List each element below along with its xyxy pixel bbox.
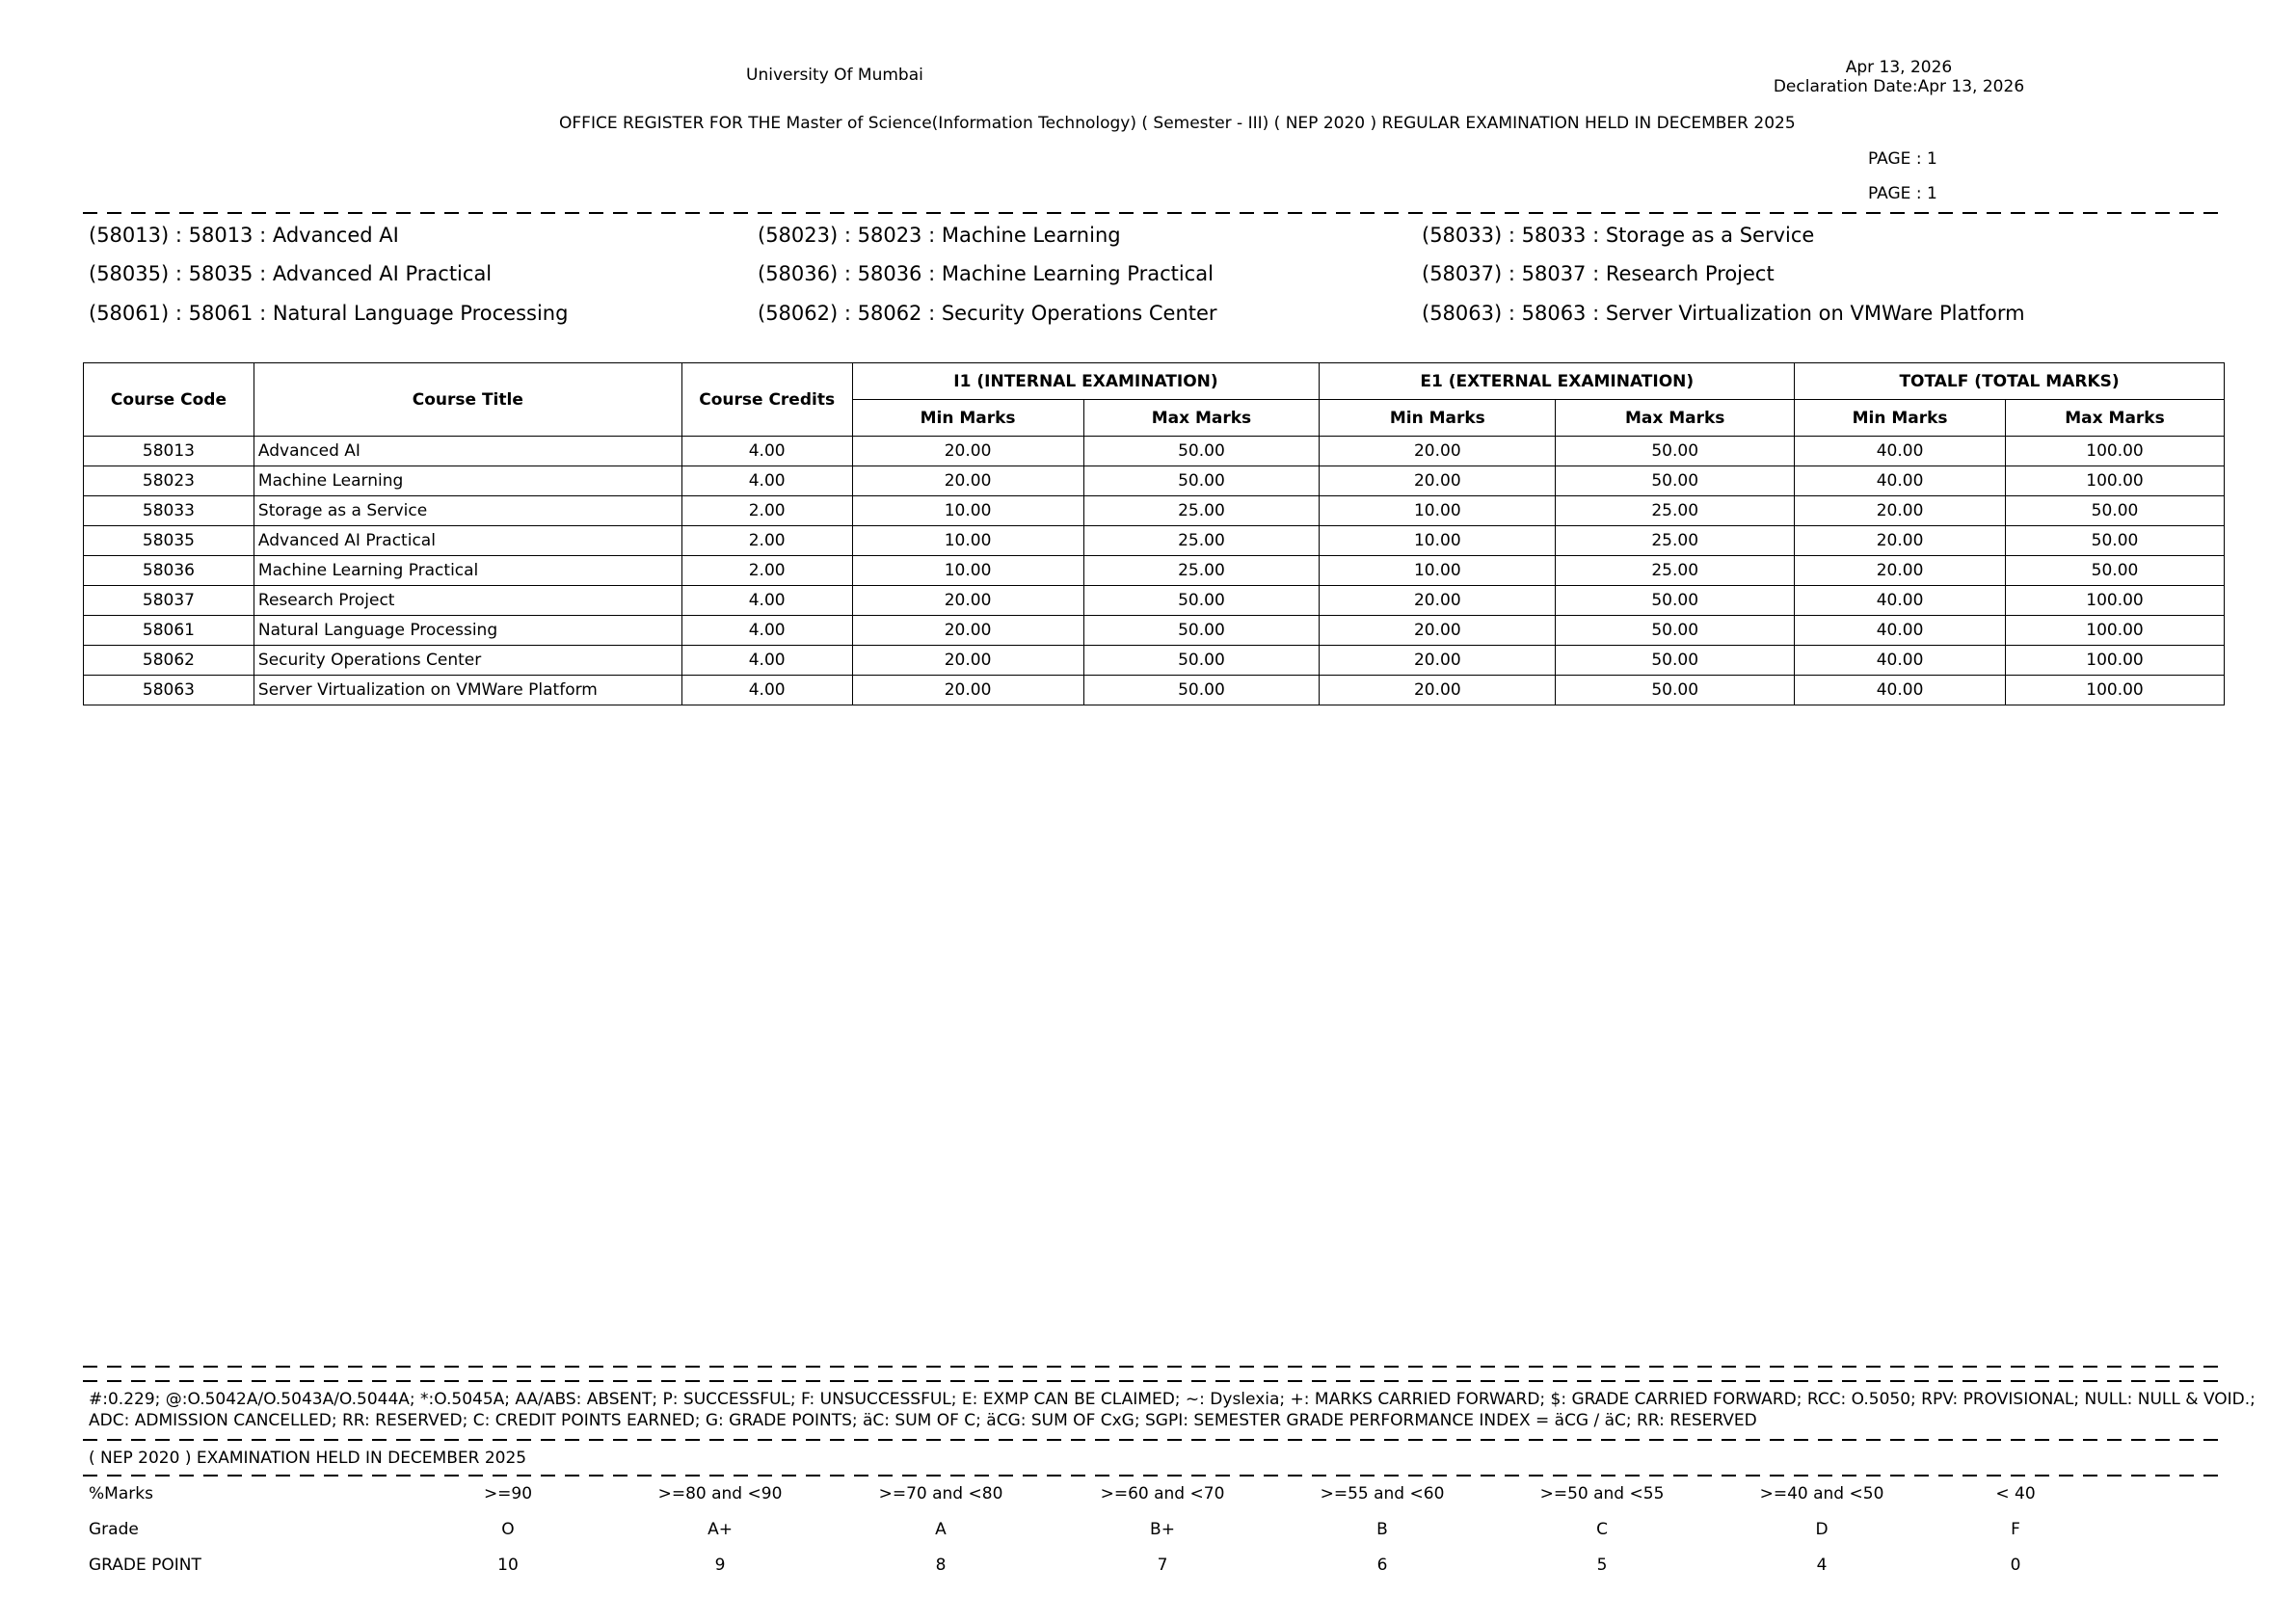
course-code-cell: 58062	[84, 646, 254, 676]
external-max-cell: 50.00	[1556, 437, 1795, 466]
course-list-item: (58013) : 58013 : Advanced AI	[89, 224, 399, 247]
table-row	[84, 526, 2225, 556]
col-header-course-credits: Course Credits	[681, 363, 852, 437]
internal-min-cell: 10.00	[852, 496, 1083, 526]
total-max-cell: 100.00	[2006, 586, 2225, 616]
grade-cell: >=60 and <70	[1100, 1484, 1225, 1503]
course-code-cell: 58063	[84, 676, 254, 705]
col-header-total: TOTALF (TOTAL MARKS)	[1795, 363, 2225, 400]
table-row	[84, 616, 2225, 646]
course-credits-cell: 4.00	[681, 646, 852, 676]
external-max-cell: 25.00	[1556, 526, 1795, 556]
course-title-cell: Storage as a Service	[254, 496, 681, 526]
external-max-cell: 25.00	[1556, 556, 1795, 586]
course-title-cell: Advanced AI Practical	[254, 526, 681, 556]
total-max-cell: 100.00	[2006, 646, 2225, 676]
course-code-cell: 58013	[84, 437, 254, 466]
print-date: Apr 13, 2026	[1845, 58, 1953, 77]
course-list-item: (58036) : 58036 : Machine Learning Practical	[758, 262, 1214, 285]
course-credits-cell: 2.00	[681, 526, 852, 556]
external-min-cell: 20.00	[1320, 586, 1556, 616]
course-code-cell: 58033	[84, 496, 254, 526]
grade-cell: B+	[1150, 1520, 1175, 1539]
internal-max-cell: 50.00	[1083, 466, 1320, 496]
internal-max-cell: 50.00	[1083, 646, 1320, 676]
external-min-cell: 20.00	[1320, 646, 1556, 676]
legend-line-1: #:0.229; @:O.5042A/O.5043A/O.5044A; *:O.5045A; AA/ABS: ABSENT; P: SUCCESSFUL; F: UNSUCCESSFUL; E: EXMP CAN BE CLAIMED; ~: Dyslexia; +: MARKS CARRIED FORWARD; $: GRADE CARRIED FORWARD; RCC: O.5050; RPV: PROVISIONAL; NULL: NULL & VOID.;	[89, 1390, 2256, 1409]
divider	[83, 1439, 2223, 1441]
grade-cell: >=40 and <50	[1759, 1484, 1884, 1503]
grade-cell: A	[935, 1520, 947, 1539]
page-number-secondary: PAGE : 1	[1868, 184, 1937, 203]
course-title-cell: Server Virtualization on VMWare Platform	[254, 676, 681, 705]
course-title-cell: Research Project	[254, 586, 681, 616]
course-list-item: (58062) : 58062 : Security Operations Center	[758, 302, 1217, 325]
course-code-cell: 58023	[84, 466, 254, 496]
internal-min-cell: 20.00	[852, 676, 1083, 705]
external-max-cell: 50.00	[1556, 676, 1795, 705]
course-credits-cell: 4.00	[681, 676, 852, 705]
col-header-max-marks: Max Marks	[2006, 400, 2225, 437]
total-min-cell: 40.00	[1795, 646, 2006, 676]
total-max-cell: 50.00	[2006, 556, 2225, 586]
internal-max-cell: 25.00	[1083, 496, 1320, 526]
external-min-cell: 20.00	[1320, 676, 1556, 705]
external-min-cell: 10.00	[1320, 496, 1556, 526]
course-list-item: (58023) : 58023 : Machine Learning	[758, 224, 1121, 247]
university-name: University Of Mumbai	[746, 66, 923, 85]
external-min-cell: 20.00	[1320, 466, 1556, 496]
grade-cell: 8	[935, 1556, 947, 1575]
divider	[83, 1366, 2223, 1368]
course-credits-cell: 4.00	[681, 466, 852, 496]
grade-cell: < 40	[1995, 1484, 2036, 1503]
course-list-item: (58033) : 58033 : Storage as a Service	[1422, 224, 1815, 247]
total-min-cell: 40.00	[1795, 586, 2006, 616]
col-header-min-marks: Min Marks	[1795, 400, 2006, 437]
table-row	[84, 556, 2225, 586]
grade-cell: B	[1376, 1520, 1388, 1539]
divider	[83, 1380, 2223, 1382]
course-list-item: (58063) : 58063 : Server Virtualization on VMWare Platform	[1422, 302, 2025, 325]
col-header-max-marks: Max Marks	[1556, 400, 1795, 437]
total-max-cell: 100.00	[2006, 466, 2225, 496]
internal-min-cell: 10.00	[852, 556, 1083, 586]
course-marks-table	[83, 362, 2225, 705]
legend-line-2: ADC: ADMISSION CANCELLED; RR: RESERVED; C: CREDIT POINTS EARNED; G: GRADE POINTS; äC: SUM OF C; äCG: SUM OF CxG; SGPI: SEMESTER GRADE PERFORMANCE INDEX = äCG / äC; RR: RESERVED	[89, 1411, 1757, 1430]
internal-min-cell: 20.00	[852, 437, 1083, 466]
total-min-cell: 40.00	[1795, 616, 2006, 646]
internal-max-cell: 25.00	[1083, 526, 1320, 556]
total-min-cell: 20.00	[1795, 526, 2006, 556]
internal-min-cell: 20.00	[852, 616, 1083, 646]
grade-cell: 9	[714, 1556, 726, 1575]
course-list-item: (58037) : 58037 : Research Project	[1422, 262, 1775, 285]
grade-cell: 6	[1376, 1556, 1388, 1575]
col-header-max-marks: Max Marks	[1083, 400, 1320, 437]
grade-cell: 5	[1596, 1556, 1608, 1575]
grade-row-label: %Marks	[89, 1484, 153, 1503]
external-min-cell: 10.00	[1320, 526, 1556, 556]
external-max-cell: 50.00	[1556, 646, 1795, 676]
col-header-course-code: Course Code	[84, 363, 254, 437]
grade-cell: 0	[2010, 1556, 2021, 1575]
table-row	[84, 586, 2225, 616]
internal-max-cell: 50.00	[1083, 616, 1320, 646]
course-title-cell: Natural Language Processing	[254, 616, 681, 646]
course-title-cell: Machine Learning	[254, 466, 681, 496]
grade-cell: >=55 and <60	[1320, 1484, 1445, 1503]
grade-cell: >=80 and <90	[657, 1484, 783, 1503]
total-min-cell: 40.00	[1795, 466, 2006, 496]
external-max-cell: 50.00	[1556, 616, 1795, 646]
grade-cell: >=50 and <55	[1539, 1484, 1665, 1503]
grade-cell: A+	[707, 1520, 733, 1539]
course-credits-cell: 4.00	[681, 586, 852, 616]
internal-max-cell: 50.00	[1083, 586, 1320, 616]
total-min-cell: 20.00	[1795, 556, 2006, 586]
course-title-cell: Machine Learning Practical	[254, 556, 681, 586]
total-max-cell: 100.00	[2006, 437, 2225, 466]
percent-marks-row	[89, 1484, 2113, 1507]
grade-row-label: Grade	[89, 1520, 139, 1539]
course-list-item: (58061) : 58061 : Natural Language Processing	[89, 302, 569, 325]
internal-max-cell: 25.00	[1083, 556, 1320, 586]
col-header-internal: I1 (INTERNAL EXAMINATION)	[852, 363, 1320, 400]
page-number: PAGE : 1	[1868, 149, 1937, 169]
grade-cell: D	[1815, 1520, 1829, 1539]
grade-cell: O	[501, 1520, 515, 1539]
col-header-course-title: Course Title	[254, 363, 681, 437]
internal-min-cell: 20.00	[852, 646, 1083, 676]
grade-point-row	[89, 1556, 2113, 1579]
course-code-cell: 58036	[84, 556, 254, 586]
internal-max-cell: 50.00	[1083, 676, 1320, 705]
grade-cell: 10	[497, 1556, 519, 1575]
col-header-min-marks: Min Marks	[1320, 400, 1556, 437]
total-max-cell: 50.00	[2006, 526, 2225, 556]
total-max-cell: 100.00	[2006, 616, 2225, 646]
external-min-cell: 10.00	[1320, 556, 1556, 586]
grade-cell: F	[2011, 1520, 2020, 1539]
total-min-cell: 40.00	[1795, 676, 2006, 705]
internal-max-cell: 50.00	[1083, 437, 1320, 466]
table-row	[84, 437, 2225, 466]
course-credits-cell: 4.00	[681, 616, 852, 646]
grade-cell: >=90	[483, 1484, 533, 1503]
course-title-cell: Security Operations Center	[254, 646, 681, 676]
register-title: OFFICE REGISTER FOR THE Master of Science(Information Technology) ( Semester - III) ( NEP 2020 ) REGULAR EXAMINATION HELD IN DECEMBER 2025	[559, 114, 1796, 133]
internal-min-cell: 20.00	[852, 586, 1083, 616]
col-header-min-marks: Min Marks	[852, 400, 1083, 437]
grade-cell: 4	[1816, 1556, 1828, 1575]
table-row	[84, 496, 2225, 526]
exam-session: ( NEP 2020 ) EXAMINATION HELD IN DECEMBER 2025	[89, 1449, 527, 1468]
external-max-cell: 50.00	[1556, 586, 1795, 616]
total-min-cell: 20.00	[1795, 496, 2006, 526]
external-max-cell: 25.00	[1556, 496, 1795, 526]
grade-row	[89, 1520, 2113, 1543]
table-row	[84, 676, 2225, 705]
course-title-cell: Advanced AI	[254, 437, 681, 466]
external-max-cell: 50.00	[1556, 466, 1795, 496]
course-credits-cell: 4.00	[681, 437, 852, 466]
course-code-cell: 58035	[84, 526, 254, 556]
grade-row-label: GRADE POINT	[89, 1556, 201, 1575]
table-row	[84, 466, 2225, 496]
total-max-cell: 100.00	[2006, 676, 2225, 705]
internal-min-cell: 20.00	[852, 466, 1083, 496]
total-max-cell: 50.00	[2006, 496, 2225, 526]
external-min-cell: 20.00	[1320, 437, 1556, 466]
external-min-cell: 20.00	[1320, 616, 1556, 646]
table-row	[84, 646, 2225, 676]
course-credits-cell: 2.00	[681, 496, 852, 526]
internal-min-cell: 10.00	[852, 526, 1083, 556]
course-code-cell: 58061	[84, 616, 254, 646]
grade-cell: >=70 and <80	[878, 1484, 1003, 1503]
declaration-date: Declaration Date:Apr 13, 2026	[1773, 77, 2025, 96]
course-credits-cell: 2.00	[681, 556, 852, 586]
grade-cell: C	[1596, 1520, 1608, 1539]
divider	[83, 1475, 2223, 1477]
col-header-external: E1 (EXTERNAL EXAMINATION)	[1320, 363, 1795, 400]
grade-cell: 7	[1157, 1556, 1168, 1575]
total-min-cell: 40.00	[1795, 437, 2006, 466]
course-list-item: (58035) : 58035 : Advanced AI Practical	[89, 262, 493, 285]
divider	[83, 212, 2223, 214]
course-code-cell: 58037	[84, 586, 254, 616]
